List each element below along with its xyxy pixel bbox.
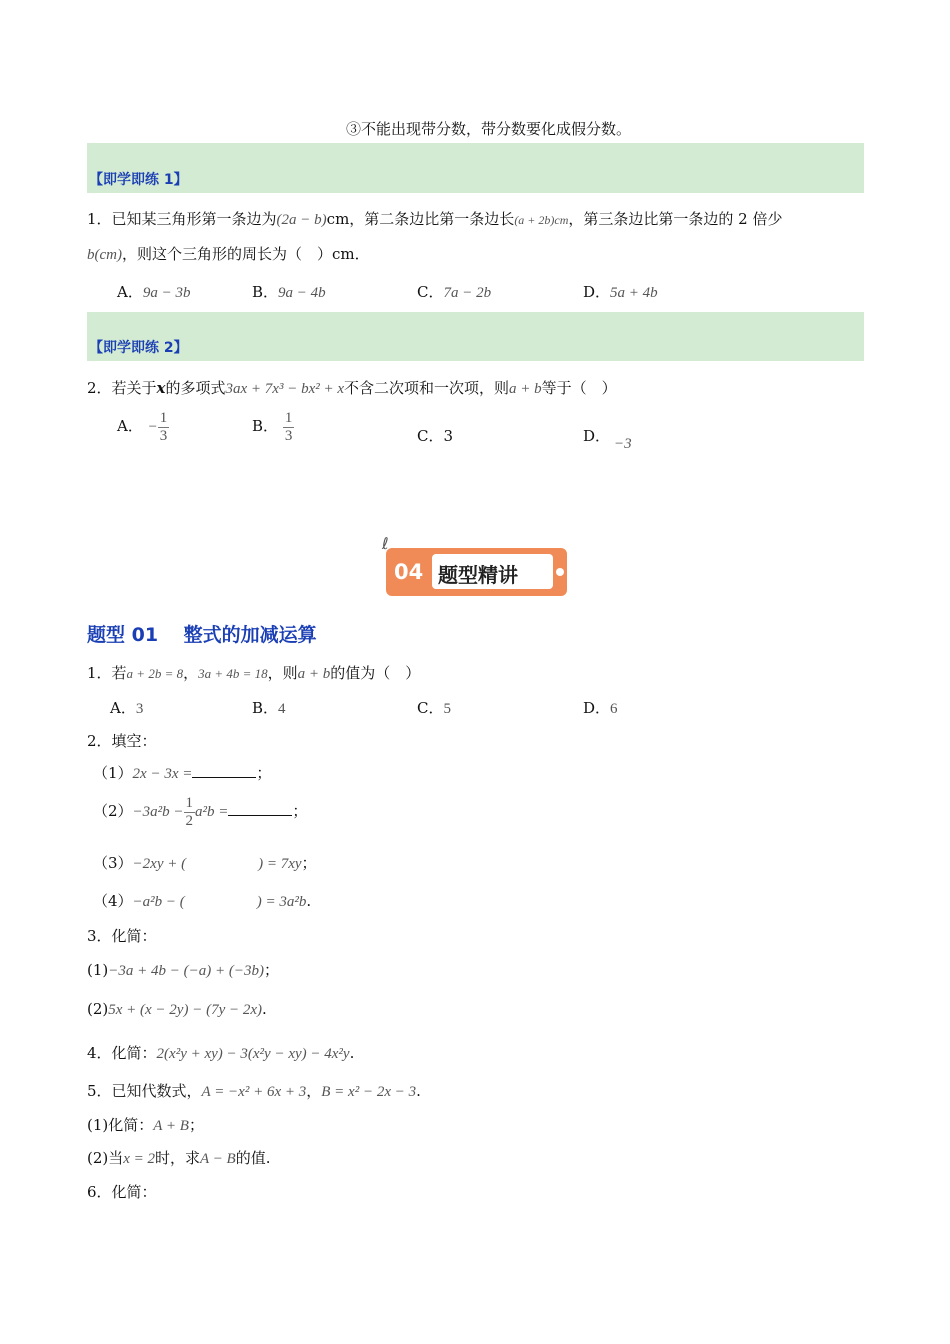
practice-2-question: 2．若关于x的多项式3ax + 7x³ − bx² + x不含二次项和一次项，则a + b等于（ ） [87, 379, 617, 397]
question-6-title: 6．化简： [87, 1183, 157, 1201]
practice-1-question-cont: b(cm)，则这个三角形的周长为（ ）cm． [87, 245, 370, 263]
practice-2-banner [87, 312, 864, 361]
practice-2-option-a[interactable]: A． − $\frac{1}{3}$ [117, 410, 168, 444]
badge-title: 题型精讲 [438, 563, 518, 587]
question-2-item-3: （3）−2xy + ( ) = 7xy； [93, 854, 317, 872]
question-3-part-2: (2)5x + (x − 2y) − (7y − 2x). [87, 1000, 267, 1018]
practice-2-option-c[interactable]: C．3 [417, 427, 454, 445]
practice-1-option-a[interactable]: A．9a − 3b [117, 283, 191, 301]
practice-1-option-d[interactable]: D．5a + 4b [583, 283, 658, 301]
question-4: 4．化简：2(x²y + xy) − 3(x²y − xy) − 4x²y. [87, 1044, 355, 1062]
question-2-item-4: （4）−a²b − ( ) = 3a²b. [93, 892, 312, 910]
practice-1-tag: 【即学即练 1】 [89, 172, 188, 188]
practice-1-question: 1．已知某三角形第一条边为(2a − b)cm，第二条边比第一条边长(a + 2b)cm，第三条边比第一条边的 2 倍少 [87, 210, 783, 228]
answer-blank[interactable] [228, 803, 292, 816]
question-1: 1．若a + 2b = 8，3a + 4b = 18，则a + b的值为（ ） [87, 664, 421, 682]
question-5-part-2: (2)当x = 2时，求A − B的值. [87, 1149, 271, 1167]
practice-2-option-d[interactable]: D． [583, 427, 611, 445]
practice-1-option-b[interactable]: B．9a − 4b [252, 283, 326, 301]
section-title: 题型 01 整式的加减运算 [87, 624, 317, 646]
practice-2-option-d-value: −3 [614, 436, 632, 452]
badge-dot [556, 568, 564, 576]
question-3-title: 3．化简： [87, 927, 157, 945]
question-5-part-1: (1)化简：A + B； [87, 1116, 204, 1134]
practice-1-option-c[interactable]: C．7a − 2b [417, 283, 492, 301]
question-3-part-1: (1)−3a + 4b − (−a) + (−3b)； [87, 961, 279, 979]
question-2-item-2: （2）−3a²b − $\frac{1}{2}$ a²b = ； [93, 795, 308, 829]
practice-1-banner [87, 143, 864, 193]
answer-blank[interactable] [192, 765, 256, 778]
intro-rule-3: ③不能出现带分数，带分数要化成假分数。 [346, 120, 632, 138]
question-2-item-1: （1）2x − 3x = ； [93, 764, 272, 782]
fraction: $\frac{1}{3}$ [284, 410, 293, 444]
question-2-title: 2．填空： [87, 732, 157, 750]
fraction: $\frac{1}{2}$ [185, 795, 194, 829]
question-1-option-d[interactable]: D．6 [583, 699, 618, 717]
badge-number: 04 [394, 560, 424, 584]
question-1-option-a[interactable]: A．3 [110, 699, 144, 717]
question-5: 5．已知代数式，A = −x² + 6x + 3，B = x² − 2x − 3. [87, 1082, 421, 1100]
curl-icon: ℓ [382, 534, 389, 553]
practice-2-tag: 【即学即练 2】 [89, 340, 188, 356]
practice-2-option-b[interactable]: B． $\frac{1}{3}$ [252, 410, 293, 444]
fraction: $\frac{1}{3}$ [159, 410, 168, 444]
section-badge [382, 534, 567, 596]
question-1-option-b[interactable]: B．4 [252, 699, 286, 717]
question-1-option-c[interactable]: C．5 [417, 699, 451, 717]
